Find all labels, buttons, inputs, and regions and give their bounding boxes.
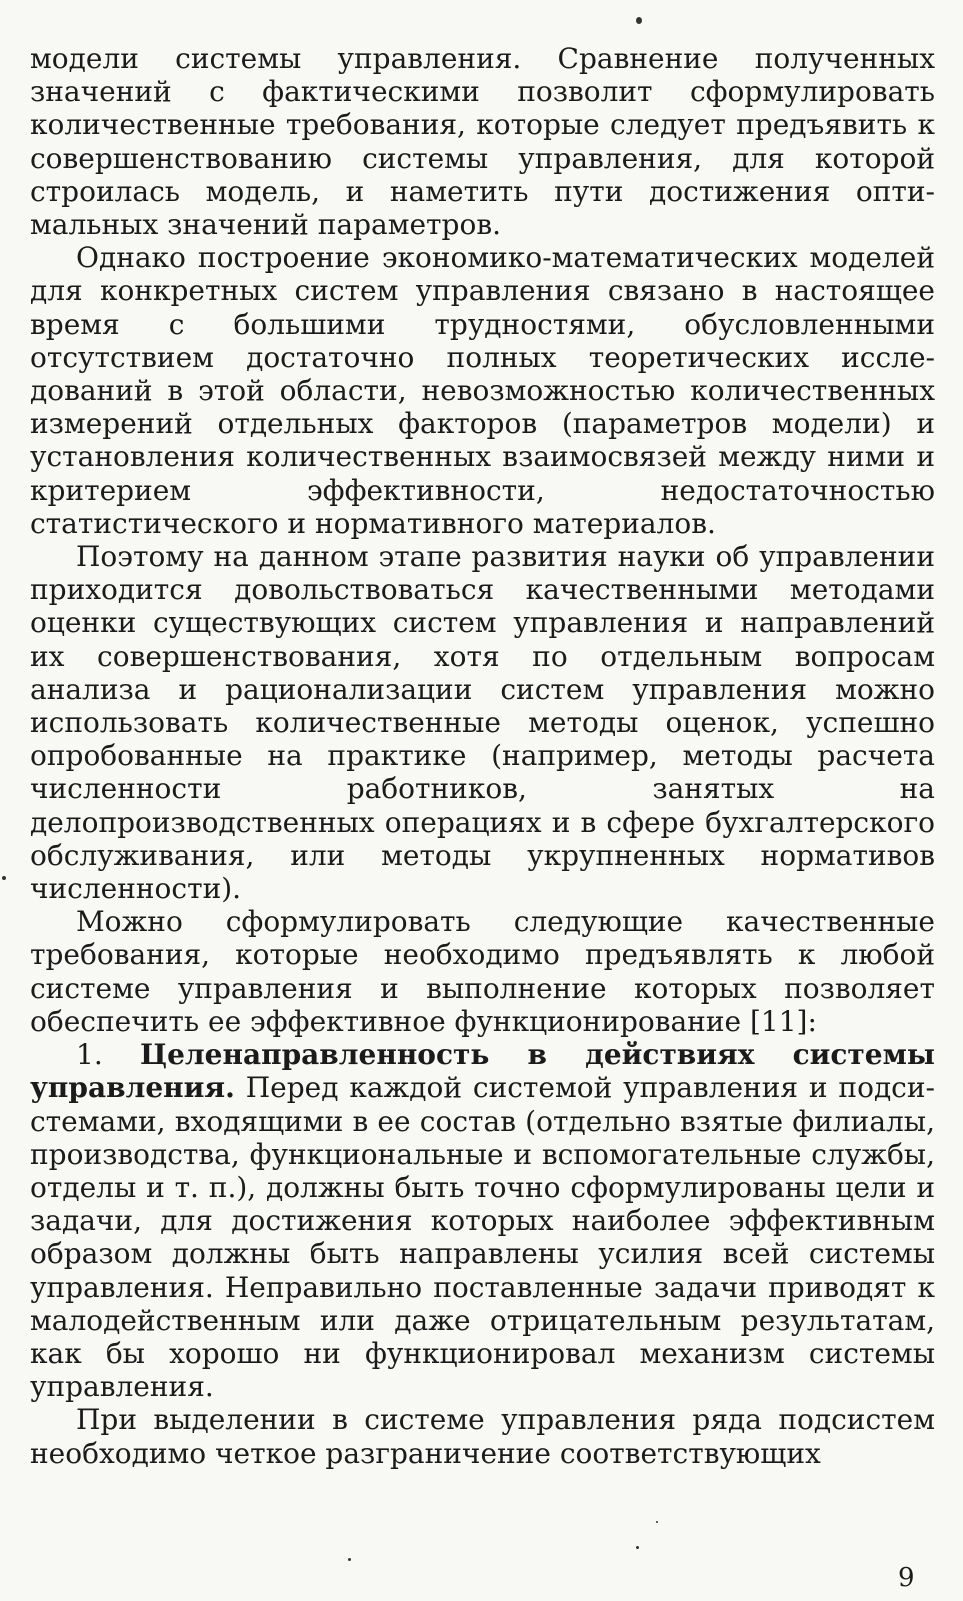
paragraph-5 <box>30 1038 935 1403</box>
page-number: 9 <box>898 1563 915 1593</box>
requirement-heading: Целенаправленность в действиях системы управления. <box>30 1038 935 1105</box>
list-number: 1. <box>76 1038 141 1072</box>
scan-speck <box>2 876 6 880</box>
page-body <box>30 42 935 1470</box>
requirement-text: Перед каждой системой управления и подсистемами, входящими в ее состав (отдельно взятые филиалы, производства, функциональные и вспомогательные службы, отделы и т. п.), должны быть точно сформулированы цели и задачи, для достижения которых наиболее эффективным образом должны быть направлены усилия всей системы управления. Неправильно поставленные задачи приводят к малодейственным или даже отрицательным результатам, как бы хорошо ни функционировал механизм системы управления. <box>30 1071 935 1404</box>
scan-speck <box>656 1521 658 1523</box>
scan-speck <box>348 1558 351 1561</box>
scan-speck <box>636 1546 639 1549</box>
scan-speck <box>636 17 642 24</box>
paragraph-4: Можно сформулировать следующие качественные требования, которые необходимо предъявлять к любой системе управления и выполнение которых позволяет обеспечить ее эффективное функционирование [11]: <box>30 905 935 1038</box>
paragraph-3: Поэтому на данном этапе развития науки об управлении приходится довольствоваться качественными методами оценки существующих систем управления и направлений их совершенствования, хотя по отдельным вопросам анализа и рационализации систем управления можно использовать количественные методы оценок, успешно опробованные на практике (например, методы расчета численности работников, занятых на делопроизводственных операциях и в сфере бухгалтерского обслуживания, или методы укрупненных нормативов численности). <box>30 540 935 906</box>
paragraph-2: Однако построение экономико-математических моделей для конкретных систем управления связано в настоящее время с большими трудностями, обусловленными отсутствием достаточно полных теоретических исследований в этой области, невозможностью количественных измерений отдельных факторов (параметров модели) и установления количественных взаимосвязей между ними и критерием эффективности, недостаточностью статистического и нормативного материалов. <box>30 241 935 540</box>
paragraph-6: При выделении в системе управления ряда подсистем необходимо четкое разграничение соответствующих <box>30 1403 935 1470</box>
paragraph-1: модели системы управления. Сравнение полученных значений с фактическими позволит сформулировать количественные требования, которые следует предъявить к совершенствованию системы управления, для которой строилась модель, и наметить пути достижения оптимальных значений параметров. <box>30 42 935 242</box>
